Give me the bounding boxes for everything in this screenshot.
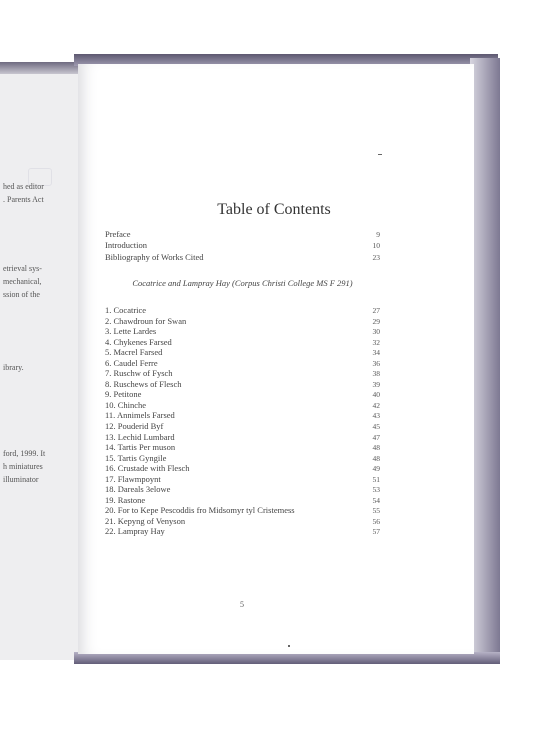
toc-entry-page: 47 [372,432,380,442]
page-number: 5 [240,600,244,609]
toc-entry-label: 16. Crustade with Flesch [105,463,190,474]
toc-entry [105,229,380,240]
toc-entry [105,379,380,390]
toc-entry [105,240,380,251]
facing-page-line: ssion of the [3,290,40,299]
toc-entry-label: 2. Chawdroun for Swan [105,315,187,326]
toc-entry-page: 56 [372,516,380,526]
toc-entry-page: 36 [372,358,380,368]
front-matter-list [105,229,380,263]
toc-entry-label: 9. Petitone [105,389,142,400]
toc-entry-page: 57 [372,527,380,537]
toc-entry-label: 1. Cocatrice [105,305,147,315]
toc-entry-page: 32 [372,337,380,347]
toc-entry-label: 3. Lette Lardes [105,326,157,337]
toc-entry-page: 10 [372,241,380,251]
toc-entry [105,252,380,263]
toc-entry [105,442,380,453]
toc-entry [105,474,380,485]
toc-entry-label: 7. Ruschw of Fysch [105,368,173,379]
toc-entry [105,358,380,369]
toc-entry-page: 9 [376,230,380,239]
toc-entry [105,316,380,327]
toc-entry [105,432,380,443]
facing-page-line: ford, 1999. It [3,449,46,458]
toc-entry-page: 39 [372,379,380,389]
recipe-list [105,305,380,537]
toc-entry-page: 29 [372,316,380,326]
toc-entry-label: 8. Ruschews of Flesch [105,378,182,389]
toc-entry-page: 34 [372,348,380,358]
section-heading: Cocatrice and Lampray Hay (Corpus Christi College MS F 291) [132,278,353,288]
facing-page-line: mechanical, [3,277,42,286]
toc-entry-page: 55 [372,506,380,516]
toc-entry-label: 10. Chinche [105,399,147,410]
toc-entry-page: 43 [372,411,380,421]
toc-entry [105,326,380,337]
toc-entry-page: 30 [372,327,380,337]
toc-entry-page: 51 [372,474,380,484]
toc-entry-page: 48 [372,443,380,453]
toc-entry-label: 22. Lampray Hay [105,526,165,537]
toc-entry-label: 15. Tartis Gyngile [105,452,167,463]
toc-title: Table of Contents [217,201,331,218]
toc-entry-page: 53 [372,485,380,495]
toc-entry [105,410,380,421]
page-speck [378,154,382,155]
toc-entry-label: 20. For to Kepe Pescoddis fro Midsomyr tyl Cristemess [105,505,295,516]
toc-entry [105,484,380,495]
toc-entry-label: 21. Kepyng of Venyson [105,515,186,526]
toc-entry-page: 27 [372,306,380,315]
toc-entry-label: 17. Flawmpoynt [105,473,161,484]
toc-entry [105,347,380,358]
facing-page-line: . Parents Act [3,195,44,204]
book-cover-right-edge [470,58,500,663]
toc-entry-page: 54 [372,495,380,505]
toc-entry-label: 14. Tartis Per muson [105,442,176,453]
toc-entry-label: 6. Caudel Ferre [105,357,158,368]
toc-entry [105,389,380,400]
toc-entry-label: 12. Pouderid Byf [105,421,164,432]
toc-entry-label: 11. Annimels Farsed [105,410,175,421]
facing-page-line: hed as editor [3,182,44,191]
toc-entry-label: Bibliography of Works Cited [105,251,204,262]
facing-page-line: h miniatures [3,462,43,471]
toc-entry-label: 18. Dareals 3elowe [105,484,171,495]
toc-entry-page: 23 [372,252,380,262]
toc-entry [105,305,380,316]
toc-entry-page: 42 [372,400,380,410]
toc-entry [105,495,380,506]
page-speck [288,645,290,647]
toc-entry-page: 38 [372,369,380,379]
toc-entry-page: 49 [372,464,380,474]
toc-entry [105,505,380,516]
toc-entry [105,421,380,432]
toc-entry [105,453,380,464]
facing-page-line: illuminator [3,475,39,484]
toc-entry-page: 45 [372,422,380,432]
facing-page-shadow [0,62,78,74]
toc-entry-label: 19. Rastone [105,494,146,505]
facing-page-line: ibrary. [3,363,24,372]
toc-entry-label: 13. Lechid Lumbard [105,431,175,442]
toc-entry [105,400,380,411]
toc-entry-label: 5. Macrel Farsed [105,347,163,358]
toc-page [78,64,474,654]
toc-entry-label: Introduction [105,240,148,251]
toc-entry-page: 48 [372,453,380,463]
toc-entry-label: Preface [105,229,131,239]
toc-entry [105,516,380,527]
facing-page-line: etrieval sys- [3,264,42,273]
toc-entry [105,368,380,379]
toc-entry [105,337,380,348]
toc-entry-label: 4. Chykenes Farsed [105,336,172,347]
toc-entry [105,463,380,474]
facing-page [0,62,79,660]
toc-entry-page: 40 [372,390,380,400]
toc-entry [105,526,380,537]
